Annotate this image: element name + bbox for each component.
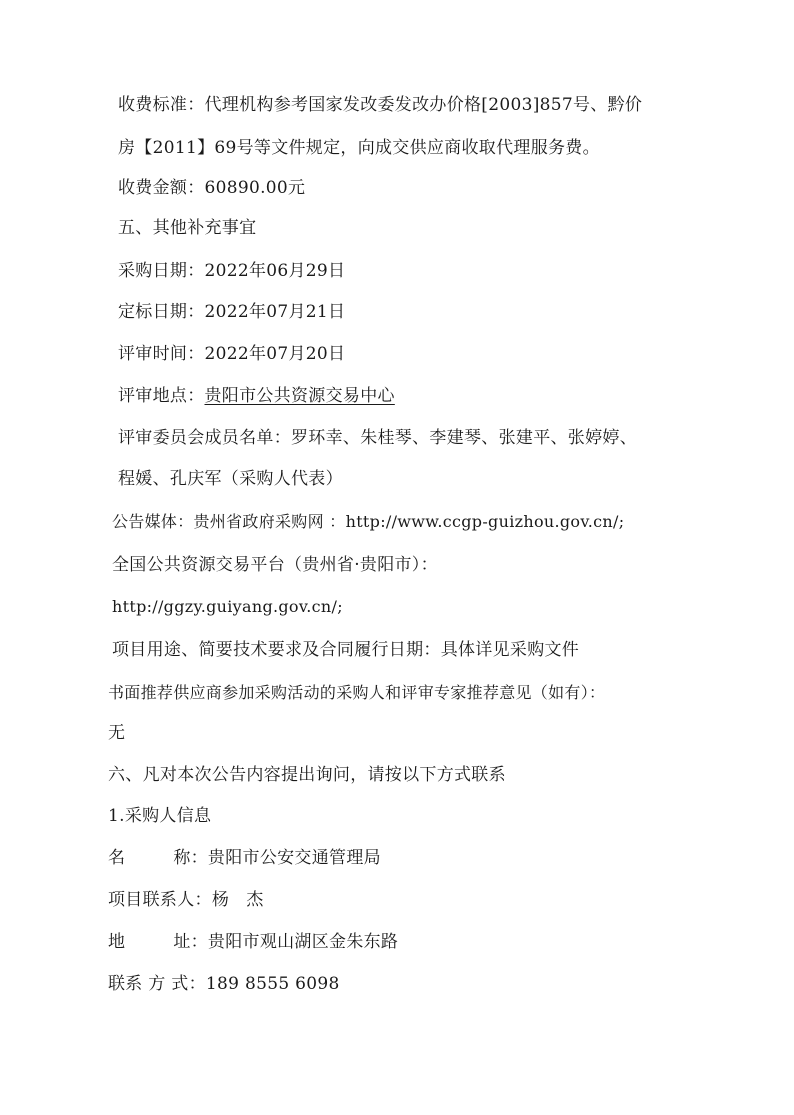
media-line-3: http://ggzy.guiyang.gov.cn/; [112,597,343,616]
fee-standard-line-1: 收费标准：代理机构参考国家发改委发改办价格[2003]857号、黔价 [118,95,643,115]
fee-standard-line-2: 房【2011】69号等文件规定，向成交供应商收取代理服务费。 [118,138,600,158]
purchaser-address [108,930,398,954]
review-place-value: 贵阳市公共资源交易中心 [204,386,395,406]
address-label-char-2: 址： [173,932,208,952]
phone-label: 联系 方 式： [108,974,206,994]
purchase-date: 采购日期：2022年06月29日 [118,261,346,281]
purchaser-name [108,846,381,870]
committee-line-2: 程媛、孔庆军（采购人代表） [118,469,343,489]
review-time: 评审时间：2022年07月20日 [118,344,346,364]
purchaser-phone [108,972,340,996]
section-5-heading: 五、其他补充事宜 [118,218,257,238]
fee-amount: 收费金额：60890.00元 [118,178,306,198]
media-line-1: 公告媒体：贵州省政府采购网 ：http://www.ccgp-guizhou.gov.cn/; [112,512,625,531]
contact-label: 项目联系人： [108,890,212,910]
recommend-line-1: 书面推荐供应商参加采购活动的采购人和评审专家推荐意见（如有）： [108,683,606,702]
project-use: 项目用途、简要技术要求及合同履行日期：具体详见采购文件 [112,640,580,660]
review-place [118,384,395,408]
committee-line-1: 评审委员会成员名单：罗环幸、朱桂琴、李建琴、张建平、张婷婷、 [118,428,637,448]
name-label-char-2: 称： [173,848,208,868]
name-label-char-1: 名 [108,848,126,868]
phone-value: 189 8555 6098 [205,974,340,994]
name-value: 贵阳市公安交通管理局 [207,848,381,868]
contact-value: 杨 杰 [211,890,264,910]
address-value: 贵阳市观山湖区金朱东路 [207,932,399,952]
section-6-heading: 六、凡对本次公告内容提出询问，请按以下方式联系 [108,765,506,785]
purchaser-info-heading: 1.采购人信息 [108,806,212,826]
project-contact [108,888,264,912]
recommend-line-2: 无 [108,723,126,743]
address-label-char-1: 地 [108,932,126,952]
award-date: 定标日期：2022年07月21日 [118,302,346,322]
review-place-label: 评审地点： [118,386,205,406]
media-line-2: 全国公共资源交易平台（贵州省·贵阳市）： [112,555,438,575]
